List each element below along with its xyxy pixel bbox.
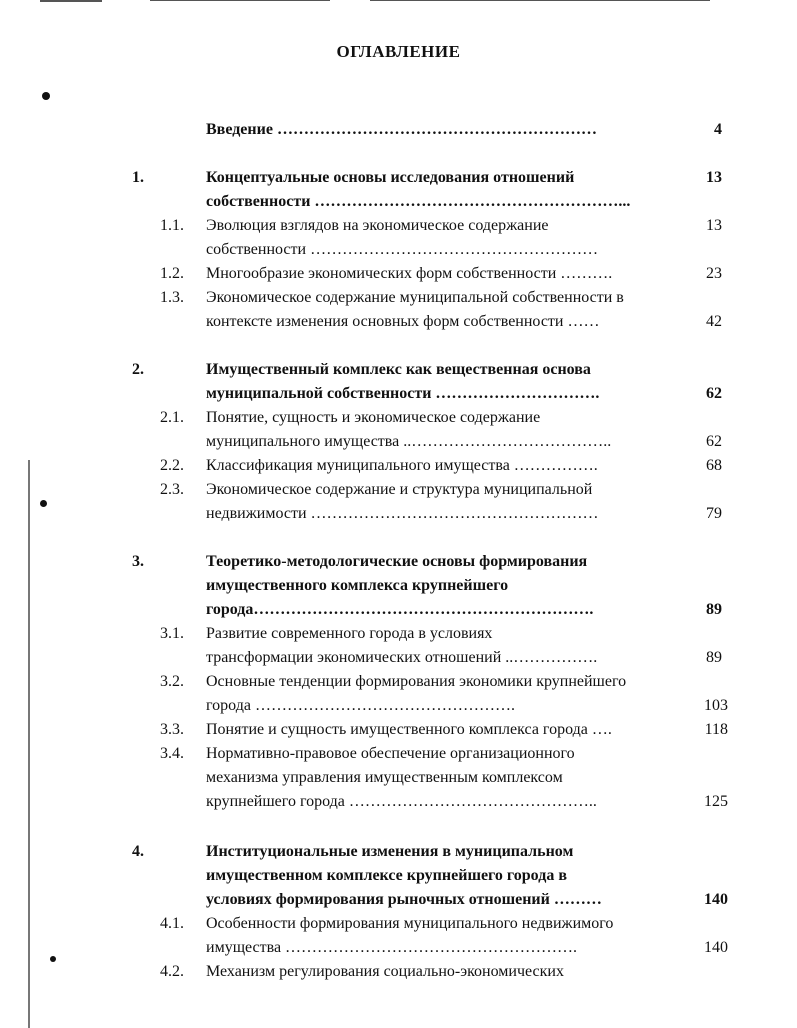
toc-page: 103 — [704, 697, 728, 714]
toc-page: 42 — [706, 313, 722, 330]
toc-section-title: Особенности формирования муниципального недвижимого — [206, 915, 614, 932]
scan-dot — [50, 956, 56, 962]
toc-section-title: Понятие и сущность имущественного комплекса города …. — [206, 721, 612, 738]
toc-section-title: Классификация муниципального имущества ……………. — [206, 457, 598, 474]
toc-section-number: 1.3. — [160, 289, 184, 306]
toc-section-number: 2.2. — [160, 457, 184, 474]
scan-artifact-top — [370, 0, 710, 1]
toc-chapter-number: 2. — [132, 361, 144, 378]
toc-page: 68 — [706, 457, 722, 474]
page-title: ОГЛАВЛЕНИЕ — [336, 42, 461, 61]
toc-section-title: собственности ……………………………………………… — [206, 241, 599, 258]
toc-chapter-title: имущественном комплексе крупнейшего города в — [206, 867, 567, 884]
toc-section-title: трансформации экономических отношений ..……………. — [206, 649, 598, 666]
toc-section-title: Понятие, сущность и экономическое содержание — [206, 409, 541, 426]
toc-page: 23 — [706, 265, 722, 282]
toc-page: 62 — [706, 433, 722, 450]
toc-section-title: муниципального имущества ..……………………………….. — [206, 433, 612, 450]
scan-artifact-top — [150, 0, 330, 1]
toc-section-title: недвижимости ……………………………………………… — [206, 505, 599, 522]
toc-chapter-number: 4. — [132, 843, 144, 860]
toc-section-number: 4.1. — [160, 915, 184, 932]
toc-page: 125 — [704, 793, 728, 810]
toc-section-number: 1.2. — [160, 265, 184, 282]
toc-section-title: Эволюция взглядов на экономическое содержание — [206, 217, 549, 234]
scan-artifact-edge — [28, 460, 30, 1028]
toc-page: 118 — [704, 721, 728, 738]
toc-section-title: Развитие современного города в условиях — [206, 625, 493, 642]
toc-section-number: 3.1. — [160, 625, 184, 642]
toc-page: 140 — [704, 939, 728, 956]
toc-section-title: механизма управления имущественным комплексом — [206, 769, 563, 786]
toc-chapter-title: собственности …………………………………………………... — [206, 193, 631, 210]
toc-section-number: 2.3. — [160, 481, 184, 498]
toc-section-title: Нормативно-правовое обеспечение организационного — [206, 745, 575, 762]
toc-section-number: 4.2. — [160, 963, 184, 980]
toc-chapter-title: условиях формирования рыночных отношений ……… — [206, 891, 602, 908]
toc-section-title: Экономическое содержание и структура муниципальной — [206, 481, 593, 498]
toc-chapter-title: Концептуальные основы исследования отношений — [206, 169, 575, 186]
toc-entry-intro: Введение …………………………………………………… — [206, 121, 597, 138]
toc-section-title: города …………………………………………. — [206, 697, 515, 714]
toc-chapter-number: 3. — [132, 553, 144, 570]
toc-section-number: 1.1. — [160, 217, 184, 234]
scan-artifact-top — [40, 0, 102, 2]
toc-section-title: контексте изменения основных форм собственности …… — [206, 313, 600, 330]
toc-chapter-number: 1. — [132, 169, 144, 186]
toc-section-title: имущества ………………………………………………. — [206, 939, 578, 956]
toc-section-title: крупнейшего города ……………………………………….. — [206, 793, 597, 810]
scan-dot — [42, 92, 50, 100]
toc-page: 13 — [706, 169, 722, 186]
toc-section-title: Экономическое содержание муниципальной собственности в — [206, 289, 624, 306]
toc-page: 89 — [706, 649, 722, 666]
toc-chapter-title: муниципальной собственности …………………………. — [206, 385, 600, 402]
toc-page: 4 — [714, 121, 722, 138]
toc-section-title: Механизм регулирования социально-экономических — [206, 963, 564, 980]
toc-chapter-title: Имущественный комплекс как вещественная основа — [206, 361, 591, 378]
toc-page: 140 — [704, 891, 728, 908]
toc-section-number: 2.1. — [160, 409, 184, 426]
toc-chapter-title: Теоретико-методологические основы формирования — [206, 553, 588, 570]
toc-chapter-title: имущественного комплекса крупнейшего — [206, 577, 509, 594]
toc-page: 79 — [706, 505, 722, 522]
toc-chapter-title: города………………………………………………………. — [206, 601, 594, 618]
toc-section-number: 3.3. — [160, 721, 184, 738]
toc-page: 13 — [706, 217, 722, 234]
toc-section-title: Основные тенденции формирования экономики крупнейшего — [206, 673, 627, 690]
toc-chapter-title: Институциональные изменения в муниципальном — [206, 843, 574, 860]
toc-section-title: Многообразие экономических форм собственности ………. — [206, 265, 613, 282]
toc-section-number: 3.2. — [160, 673, 184, 690]
toc-page: 89 — [706, 601, 722, 618]
toc-page: 62 — [706, 385, 722, 402]
toc-section-number: 3.4. — [160, 745, 184, 762]
scan-dot — [40, 500, 47, 507]
